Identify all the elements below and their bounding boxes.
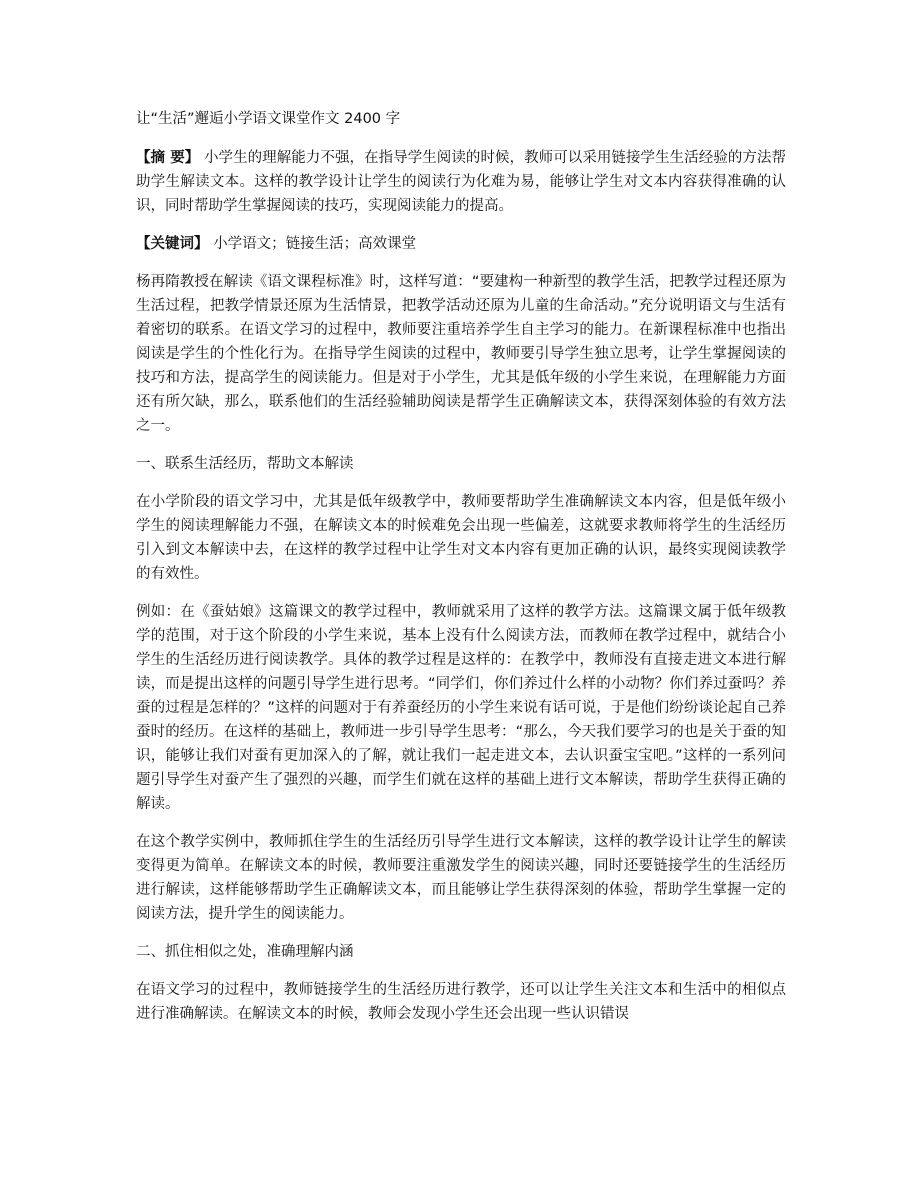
section1-paragraph-1: 在小学阶段的语文学习中，尤其是低年级教学中，教师要帮助学生准确解读文本内容，但是低年级小学生的阅读理解能力不强，在解读文本的时候难免会出现一些偏差，这就要求教师将学生的生活经历引入到文本解读中去，在这样的教学过程中让学生对文本内容有更加正确的认识，最终实现阅读教学的有效性。 bbox=[136, 494, 786, 582]
abstract-label: 【摘 要】 bbox=[136, 150, 200, 166]
keywords-text: 小学语文；链接生活；高效课堂 bbox=[208, 236, 417, 252]
abstract-text: 小学生的理解能力不强，在指导学生阅读的时候，教师可以采用链接学生生活经验的方法帮助学生解读文本。这样的教学设计让学生的阅读行为化难为易，能够让学生对文本内容获得准确的认识，同时帮助学生掌握阅读的技巧，实现阅读能力的提高。 bbox=[136, 150, 786, 214]
section1-paragraph-2: 例如：在《蚕姑娘》这篇课文的教学过程中，教师就采用了这样的教学方法。这篇课文属于低年级教学的范围，对于这个阶段的小学生来说，基本上没有什么阅读方法，而教师在教学过程中，就结合小学生的生活经历进行阅读教学。具体的教学过程是这样的：在教学中，教师没有直接走进文本进行解读，而是提出这样的问题引导学生进行思考。“同学们，你们养过什么样的小动物？你们养过蚕吗？养蚕的过程是怎样的？”这样的问题对于有养蚕经历的小学生来说有话可说，于是他们纷纷谈论起自己养蚕时的经历。在这样的基础上，教师进一步引导学生思考：“那么，今天我们要学习的也是关于蚕的知识，能够让我们对蚕有更加深入的了解，就让我们一起走进文本，去认识蚕宝宝吧。”这样的一系列问题引导学生对蚕产生了强烈的兴趣，而学生们就在这样的基础上进行文本解读，帮助学生获得正确的解读。 bbox=[136, 604, 786, 812]
abstract-paragraph bbox=[136, 146, 786, 218]
section-heading-1: 一、联系生活经历，帮助文本解读 bbox=[136, 456, 354, 472]
keywords-label: 【关键词】 bbox=[136, 236, 209, 252]
document-title: 让“生活”邂逅小学语文课堂作文 2400 字 bbox=[136, 111, 401, 127]
document-page bbox=[136, 108, 786, 1040]
section2-paragraph-1: 在语文学习的过程中，教师链接学生的生活经历进行教学，还可以让学生关注文本和生活中的相似点进行准确解读。在解读文本的时候，教师会发现小学生还会出现一些认识错误 bbox=[136, 982, 786, 1022]
keywords-paragraph bbox=[136, 232, 786, 256]
intro-paragraph: 杨再隋教授在解读《语文课程标准》时，这样写道：“要建构一种新型的教学生活，把教学过程还原为生活过程，把教学情景还原为生活情景，把教学活动还原为儿童的生命活动。”充分说明语文与生活有着密切的联系。在语文学习的过程中，教师要注重培养学生自主学习的能力。在新课程标准中也指出阅读是学生的个性化行为。在指导学生阅读的过程中，教师要引导学生独立思考，让学生掌握阅读的技巧和方法，提高学生的阅读能力。但是对于小学生，尤其是低年级的小学生来说，在理解能力方面还有所欠缺，那么，联系他们的生活经验辅助阅读是帮学生正确解读文本，获得深刻体验的有效方法之一。 bbox=[136, 274, 786, 434]
section1-paragraph-3: 在这个教学实例中，教师抓住学生的生活经历引导学生进行文本解读，这样的教学设计让学生的解读变得更为简单。在解读文本的时候，教师要注重激发学生的阅读兴趣，同时还要链接学生的生活经历进行解读，这样能够帮助学生正确解读文本，而且能够让学生获得深刻的体验，帮助学生掌握一定的阅读方法，提升学生的阅读能力。 bbox=[136, 834, 786, 922]
section-heading-2: 二、抓住相似之处，准确理解内涵 bbox=[136, 944, 354, 960]
